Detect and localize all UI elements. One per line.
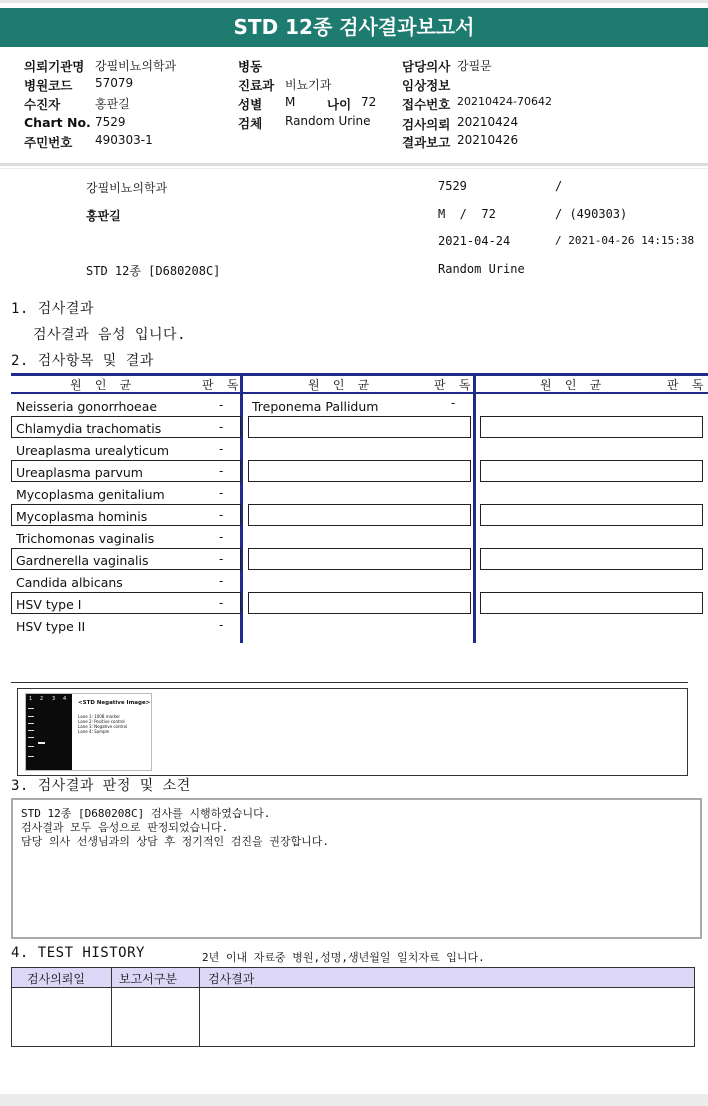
- organism-result: -: [219, 464, 224, 478]
- header-label: Chart No.: [24, 115, 91, 130]
- report-title: STD 12종 검사결과보고서: [0, 8, 708, 47]
- organism-name: HSV type I: [16, 597, 82, 612]
- gel-band: [28, 737, 34, 738]
- history-col-header: 검사의뢰일: [27, 972, 85, 986]
- col-header-organism: 원 인 균: [540, 378, 605, 392]
- section4-title: 4. TEST HISTORY: [11, 945, 145, 961]
- gel-legend: Lane 1: 100B marker: [78, 714, 121, 719]
- organism-result: -: [219, 398, 224, 412]
- history-note: 2년 이내 자료중 병원,성명,생년월일 일치자료 입니다.: [202, 951, 485, 964]
- history-header: [12, 968, 694, 988]
- opinion-line: 검사결과 모두 음성으로 판정되었습니다.: [21, 821, 229, 834]
- col-header-result: 판 독: [434, 378, 474, 392]
- gel-band: [28, 730, 34, 731]
- opinion-box: [11, 798, 702, 939]
- header-label: 주민번호: [24, 135, 73, 150]
- header-label: 담당의사: [402, 59, 451, 74]
- header-value: 홍판길: [95, 97, 130, 111]
- gel-divider: [11, 682, 688, 683]
- section3-title: 3. 검사결과 판정 및 소견: [11, 778, 191, 794]
- row-box: [480, 592, 703, 614]
- lane-number: 2: [40, 696, 44, 702]
- organism-name: HSV type II: [16, 619, 86, 634]
- header-label: 성별: [238, 97, 263, 112]
- header-label: 의뢰기관명: [24, 59, 85, 74]
- header-value: 비뇨기과: [285, 78, 332, 92]
- top-rule: [0, 0, 708, 3]
- header-value: 20210424: [457, 115, 519, 129]
- summary-clinic: 강필비뇨의학과: [86, 181, 168, 195]
- organism-name: Chlamydia trachomatis: [16, 421, 162, 436]
- gel-legend: Lane 2: Positive control: [78, 719, 125, 724]
- organism-name: Treponema Pallidum: [252, 399, 379, 414]
- col-header-organism: 원 인 균: [70, 378, 135, 392]
- header-label: 병원코드: [24, 78, 73, 93]
- header-label: 검사의뢰: [402, 117, 451, 132]
- lane-number: 4: [63, 696, 67, 702]
- gel-lanes: [26, 694, 72, 770]
- gel-band: [28, 746, 34, 747]
- organism-result: -: [219, 552, 224, 566]
- section1-text: 검사결과 음성 입니다.: [33, 327, 187, 343]
- header-divider: [0, 168, 708, 169]
- gel-image: [25, 693, 152, 771]
- header-value: 강필비뇨의학과: [95, 59, 177, 73]
- history-col-divider: [199, 968, 200, 1046]
- organism-name: Trichomonas vaginalis: [16, 531, 155, 546]
- summary-request-date: 2021-04-24: [438, 234, 511, 248]
- header-value: M: [285, 95, 296, 109]
- history-col-header: 검사결과: [208, 972, 255, 986]
- organism-result: -: [219, 508, 224, 522]
- history-col-header: 보고서구분: [119, 972, 177, 986]
- gel-band: [28, 716, 34, 717]
- gel-band: [28, 708, 34, 709]
- opinion-line: 담당 의사 선생님과의 상담 후 정기적인 검진을 권장합니다.: [21, 835, 330, 848]
- summary-id: / (490303): [555, 207, 628, 221]
- organism-name: Candida albicans: [16, 575, 123, 590]
- header-value: 490303-1: [95, 133, 153, 147]
- header-value: Random Urine: [285, 114, 371, 128]
- age-label: 나이: [327, 97, 352, 112]
- summary-report-datetime: / 2021-04-26 14:15:38: [555, 234, 695, 247]
- organism-name: Mycoplasma hominis: [16, 509, 148, 524]
- header-divider: [0, 163, 708, 166]
- summary-test-name: STD 12종 [D680208C]: [86, 264, 221, 278]
- row-box: [480, 548, 703, 570]
- organism-name: Ureaplasma parvum: [16, 465, 143, 480]
- row-box: [248, 548, 471, 570]
- history-table: [11, 967, 695, 1047]
- gel-legend: Lane 3: Negative control: [78, 724, 128, 729]
- summary-sex-age: M / 72: [438, 207, 496, 221]
- row-box: [248, 504, 471, 526]
- summary-specimen: Random Urine: [438, 262, 525, 276]
- col-header-result: 판 독: [202, 378, 242, 392]
- row-box: [248, 416, 471, 438]
- col-header-result: 판 독: [667, 378, 707, 392]
- gel-band: [28, 723, 34, 724]
- lane-number: 3: [52, 696, 56, 702]
- organism-result: -: [219, 574, 224, 588]
- organism-name: Gardnerella vaginalis: [16, 553, 149, 568]
- row-box: [248, 592, 471, 614]
- age-value: 72: [361, 95, 377, 109]
- header-value: 20210424-70642: [457, 95, 552, 108]
- section2-title: 2. 검사항목 및 결과: [11, 353, 154, 369]
- organism-name: Ureaplasma urealyticum: [16, 443, 170, 458]
- gel-title: <STD Negative Image>: [78, 700, 151, 706]
- gel-legend: Lane 4: Sample: [78, 729, 110, 734]
- footer-band: [0, 1094, 708, 1106]
- header-value: 강필문: [457, 59, 492, 73]
- header-value: 57079: [95, 76, 134, 90]
- summary-patient: 홍판길: [86, 209, 121, 223]
- header-label: 검체: [238, 116, 263, 131]
- row-box: [480, 416, 703, 438]
- history-col-divider: [111, 968, 112, 1046]
- organism-result: -: [219, 442, 224, 456]
- header-value: 7529: [95, 115, 126, 129]
- organism-result: -: [219, 486, 224, 500]
- row-box: [248, 460, 471, 482]
- header-label: 임상정보: [402, 78, 451, 93]
- header-label: 접수번호: [402, 97, 451, 112]
- header-value: 20210426: [457, 133, 519, 147]
- organism-result: -: [219, 618, 224, 632]
- gel-band: [28, 756, 34, 757]
- row-box: [480, 504, 703, 526]
- lane-number: 1: [29, 696, 33, 702]
- organism-result: -: [219, 420, 224, 434]
- section1-title: 1. 검사결과: [11, 301, 94, 317]
- opinion-line: STD 12종 [D680208C] 검사를 시행하였습니다.: [21, 807, 271, 820]
- table-col-divider: [473, 373, 476, 643]
- header-label: 진료과: [238, 78, 275, 93]
- organism-result: -: [219, 530, 224, 544]
- header-label: 병동: [238, 59, 263, 74]
- col-header-organism: 원 인 균: [308, 378, 373, 392]
- header-label: 수진자: [24, 97, 61, 112]
- row-box: [480, 460, 703, 482]
- organism-result: -: [219, 596, 224, 610]
- organism-result: -: [451, 396, 456, 410]
- summary-slash: /: [555, 179, 563, 193]
- organism-name: Mycoplasma genitalium: [16, 487, 165, 502]
- header-label: 결과보고: [402, 135, 451, 150]
- organism-name: Neisseria gonorrhoeae: [16, 399, 158, 414]
- gel-band: [38, 742, 45, 744]
- summary-chart: 7529: [438, 179, 467, 193]
